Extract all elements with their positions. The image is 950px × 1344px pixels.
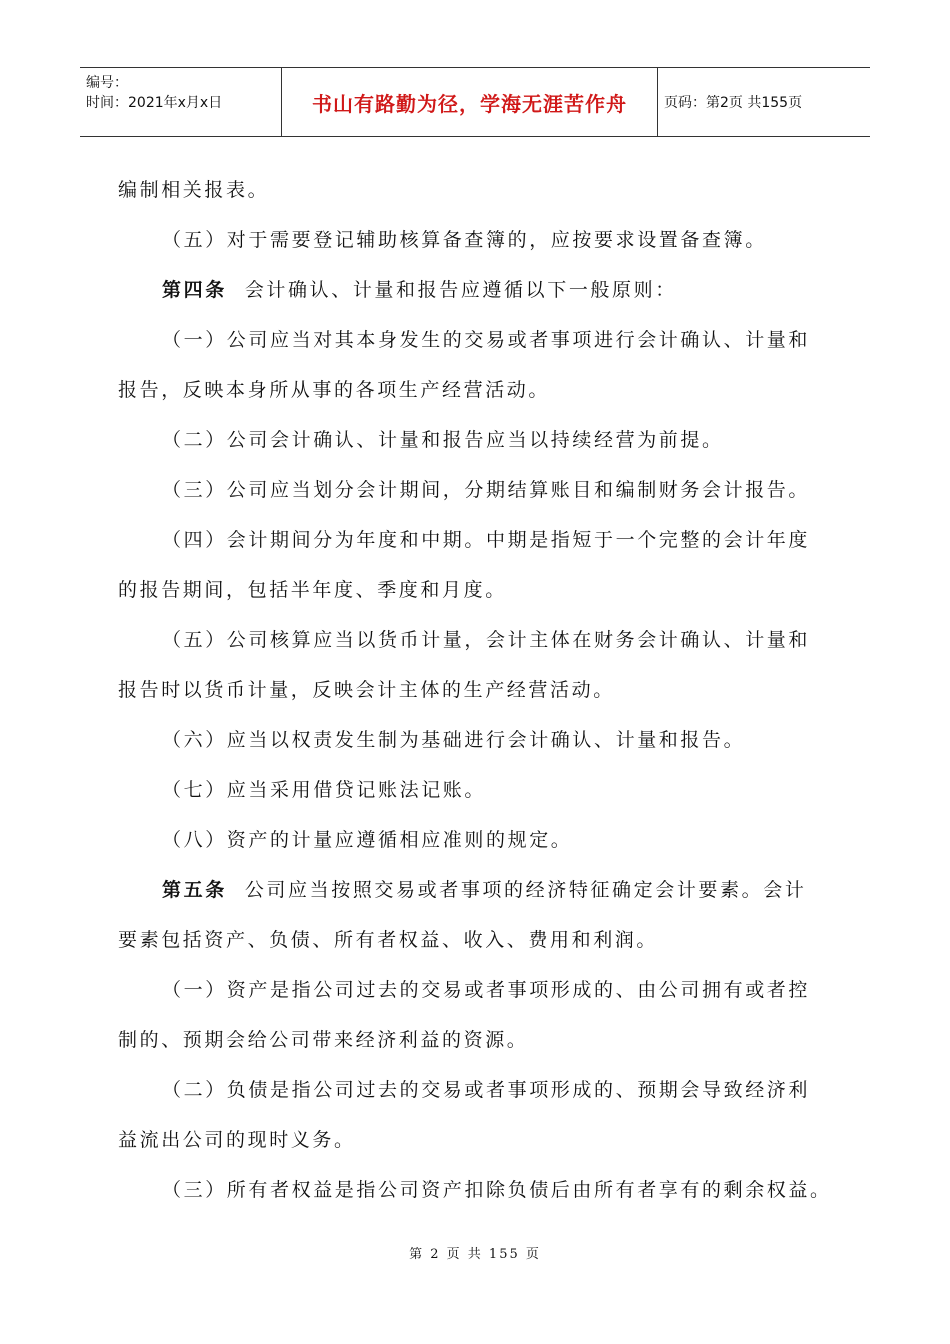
- paragraph-line: （七）应当采用借贷记账法记账。: [162, 779, 487, 801]
- article-label: 第五条: [162, 879, 227, 901]
- paragraph-line: （三）公司应当划分会计期间，分期结算账目和编制财务会计报告。: [162, 479, 811, 501]
- paragraph-line: （八）资产的计量应遵循相应准则的规定。: [162, 829, 573, 851]
- paragraph-line: （一）资产是指公司过去的交易或者事项形成的、由公司拥有或者控: [162, 979, 811, 1001]
- paragraph-line: 的报告期间，包括半年度、季度和月度。: [118, 579, 507, 601]
- header-page-info: 页码：第2页 共155页: [664, 95, 803, 111]
- paragraph-line: （二）公司会计确认、计量和报告应当以持续经营为前提。: [162, 429, 724, 451]
- header-meta-cell: [80, 68, 282, 136]
- paragraph-line: 益流出公司的现时义务。: [118, 1129, 356, 1151]
- document-body: [118, 165, 834, 1215]
- paragraph-line: （六）应当以权责发生制为基础进行会计确认、计量和报告。: [162, 729, 746, 751]
- document-date-label: 时间：2021年x月x日: [86, 95, 223, 111]
- paragraph-line: （一）公司应当对其本身发生的交易或者事项进行会计确认、计量和: [162, 329, 811, 351]
- article-heading-line: 第五条 公司应当按照交易或者事项的经济特征确定会计要素。会计: [162, 879, 807, 901]
- document-number-label: 编号：: [86, 75, 128, 91]
- paragraph-line: 编制相关报表。: [118, 179, 270, 201]
- paragraph-line: （五）对于需要登记辅助核算备查簿的，应按要求设置备查簿。: [162, 229, 767, 251]
- paragraph-line: 报告，反映本身所从事的各项生产经营活动。: [118, 379, 551, 401]
- paragraph-line: （五）公司核算应当以货币计量，会计主体在财务会计确认、计量和: [162, 629, 811, 651]
- paragraph-line: （二）负债是指公司过去的交易或者事项形成的、预期会导致经济利: [162, 1079, 811, 1101]
- paragraph-line: 要素包括资产、负债、所有者权益、收入、费用和利润。: [118, 929, 659, 951]
- paragraph-line: （四）会计期间分为年度和中期。中期是指短于一个完整的会计年度: [162, 529, 811, 551]
- paragraph-line: 制的、预期会给公司带来经济利益的资源。: [118, 1029, 529, 1051]
- article-heading-line: 第四条 会计确认、计量和报告应遵循以下一般原则：: [162, 279, 677, 301]
- article-label: 第四条: [162, 279, 227, 301]
- page-footer: 第 2 页 共 155 页: [409, 1247, 541, 1262]
- document-header: [80, 67, 870, 137]
- paragraph-line: （三）所有者权益是指公司资产扣除负债后由所有者享有的剩余权益。: [162, 1179, 832, 1201]
- paragraph-line: 报告时以货币计量，反映会计主体的生产经营活动。: [118, 679, 615, 701]
- header-motto: 书山有路勤为径，学海无涯苦作舟: [282, 68, 658, 136]
